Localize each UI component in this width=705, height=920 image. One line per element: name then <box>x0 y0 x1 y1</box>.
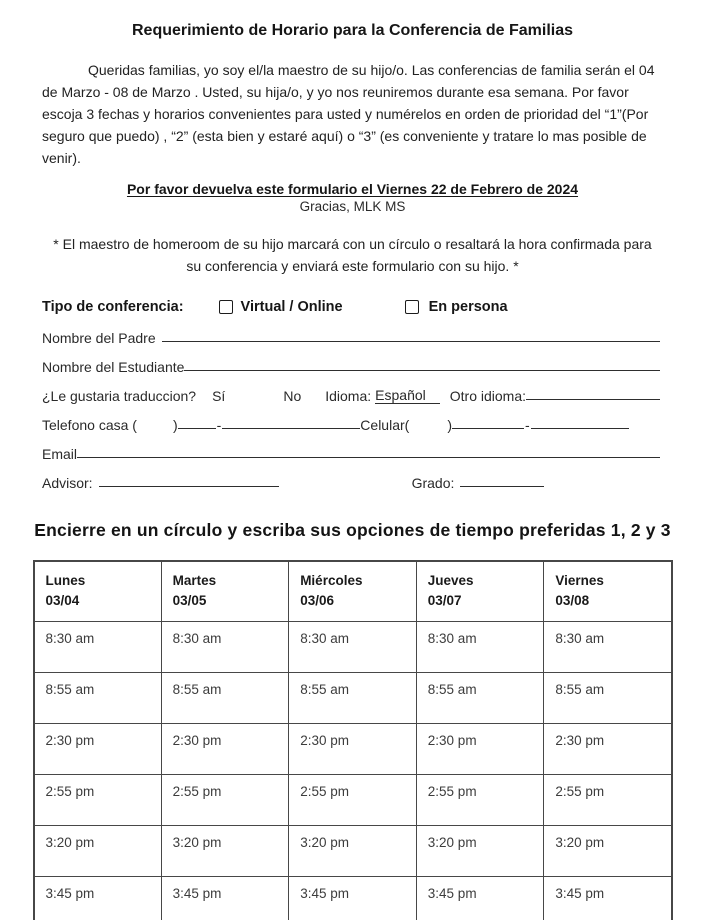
day-name: Lunes <box>45 573 86 588</box>
option-virtual-online-label: Virtual / Online <box>240 299 343 315</box>
parent-name-row <box>42 317 660 346</box>
time-cell[interactable]: 3:20 pm <box>544 826 672 877</box>
day-date: 03/05 <box>172 593 207 608</box>
time-cell[interactable]: 2:55 pm <box>161 775 289 826</box>
advisor-grade-row <box>42 462 660 491</box>
option-en-persona-label: En persona <box>428 299 508 315</box>
home-phone-blank-1[interactable] <box>178 426 216 429</box>
table-header-row <box>34 561 672 622</box>
grade-label: Grado: <box>411 475 455 491</box>
header-viernes <box>544 561 672 622</box>
checkbox-virtual-online[interactable] <box>219 300 233 314</box>
time-cell[interactable]: 3:20 pm <box>416 826 544 877</box>
grade-blank-line[interactable] <box>460 484 544 487</box>
time-cell[interactable]: 2:30 pm <box>544 724 672 775</box>
time-cell[interactable]: 3:45 pm <box>161 877 289 920</box>
time-cell[interactable]: 2:55 pm <box>289 775 417 826</box>
email-blank-line[interactable] <box>77 455 660 458</box>
time-cell[interactable]: 8:55 am <box>416 673 544 724</box>
day-date: 03/04 <box>45 593 80 608</box>
time-cell[interactable]: 2:55 pm <box>544 775 672 826</box>
cell-phone-blank-2[interactable] <box>531 426 629 429</box>
day-name: Miércoles <box>300 573 363 588</box>
time-cell[interactable]: 2:55 pm <box>34 775 162 826</box>
header-jueves <box>416 561 544 622</box>
advisor-blank-line[interactable] <box>99 484 279 487</box>
time-row-255pm <box>34 775 672 826</box>
yes-label[interactable]: Sí <box>212 388 226 404</box>
time-cell[interactable]: 2:30 pm <box>416 724 544 775</box>
day-date: 03/07 <box>427 593 462 608</box>
time-cell[interactable]: 3:20 pm <box>289 826 417 877</box>
schedule-table <box>33 560 673 920</box>
other-language-blank-line[interactable] <box>526 397 660 400</box>
translation-row <box>42 375 660 404</box>
time-cell[interactable]: 2:30 pm <box>161 724 289 775</box>
cell-phone-label: Celular( <box>360 417 410 433</box>
parent-name-label: Nombre del Padre <box>42 330 156 346</box>
time-cell[interactable]: 8:55 am <box>544 673 672 724</box>
time-cell[interactable]: 3:45 pm <box>544 877 672 920</box>
time-cell[interactable]: 8:30 am <box>34 622 162 673</box>
time-cell[interactable]: 8:55 am <box>289 673 417 724</box>
no-label[interactable]: No <box>283 388 302 404</box>
day-date: 03/06 <box>300 593 334 608</box>
contact-fields <box>42 317 660 491</box>
student-name-row <box>42 346 660 375</box>
email-label: Email <box>42 446 78 462</box>
student-name-label: Nombre del Estudiante <box>42 359 185 375</box>
checkbox-en-persona[interactable] <box>405 300 419 314</box>
day-name: Martes <box>172 573 217 588</box>
home-phone-label: Telefono casa ( <box>42 417 137 433</box>
email-row <box>42 433 660 462</box>
time-row-230pm <box>34 724 672 775</box>
page-title: Requerimiento de Horario para la Conferencia de Familias <box>131 22 573 39</box>
day-name: Jueves <box>427 573 474 588</box>
language-label: Idioma: <box>325 388 372 404</box>
home-phone-paren: ) <box>172 417 178 433</box>
language-value: Español <box>375 387 440 404</box>
home-phone-hyphen: - <box>216 417 222 433</box>
homeroom-note: * El maestro de homeroom de su hijo marcará con un círculo o resaltará la hora confirmada para su conferencia y enviará este formulario con su hijo. * <box>53 236 652 274</box>
time-cell[interactable]: 3:45 pm <box>289 877 417 920</box>
cell-phone-paren: ) <box>447 417 452 433</box>
header-miercoles <box>289 561 417 622</box>
intro-paragraph: Queridas familias, yo soy el/la maestro de su hijo/o. Las conferencias de familia serán el 04 de Marzo - 08 de Marzo . Usted, su hija/o, y yo nos reuniremos durante esa semana. Por favor escoja 3 fechas y horarios convenientes para usted y numérelos en orden de prioridad del “1”(Por seguro que puedo) , “2” (esta bien y estaré aquí) o “3” (es conveniente y tratare lo mas posible de venir). <box>42 62 655 166</box>
header-lunes <box>34 561 162 622</box>
phone-row <box>42 404 660 433</box>
thanks-line: Gracias, MLK MS <box>299 199 406 214</box>
other-language-label: Otro idioma: <box>449 388 526 404</box>
day-date: 03/08 <box>555 593 590 608</box>
time-cell[interactable]: 3:20 pm <box>161 826 289 877</box>
advisor-label: Advisor: <box>42 475 93 491</box>
conference-type-label: Tipo de conferencia: <box>42 299 184 315</box>
time-cell[interactable]: 8:30 am <box>289 622 417 673</box>
time-row-830am <box>34 622 672 673</box>
time-cell[interactable]: 3:45 pm <box>416 877 544 920</box>
time-row-345pm <box>34 877 672 920</box>
time-cell[interactable]: 8:30 am <box>161 622 289 673</box>
header-martes <box>161 561 289 622</box>
cell-phone-hyphen: - <box>524 417 530 433</box>
time-cell[interactable]: 3:20 pm <box>34 826 162 877</box>
home-phone-blank-2[interactable] <box>222 426 360 429</box>
time-cell[interactable]: 8:55 am <box>34 673 162 724</box>
time-cell[interactable]: 8:55 am <box>161 673 289 724</box>
time-cell[interactable]: 2:30 pm <box>34 724 162 775</box>
deadline-line: Por favor devuelva este formulario el Viernes 22 de Febrero de 2024 <box>126 181 579 197</box>
cell-phone-blank-1[interactable] <box>452 426 524 429</box>
schedule-heading: Encierre en un círculo y escriba sus opciones de tiempo preferidas 1, 2 y 3 <box>34 520 671 540</box>
time-row-855am <box>34 673 672 724</box>
time-cell[interactable]: 3:45 pm <box>34 877 162 920</box>
day-name: Viernes <box>555 573 604 588</box>
time-cell[interactable]: 8:30 am <box>416 622 544 673</box>
time-row-320pm <box>34 826 672 877</box>
time-cell[interactable]: 2:30 pm <box>289 724 417 775</box>
parent-name-blank-line[interactable] <box>162 339 660 342</box>
time-cell[interactable]: 8:30 am <box>544 622 672 673</box>
time-cell[interactable]: 2:55 pm <box>416 775 544 826</box>
student-name-blank-line[interactable] <box>184 368 660 371</box>
conference-type-row <box>42 299 705 315</box>
translation-question-label: ¿Le gustaria traduccion? <box>42 388 197 404</box>
